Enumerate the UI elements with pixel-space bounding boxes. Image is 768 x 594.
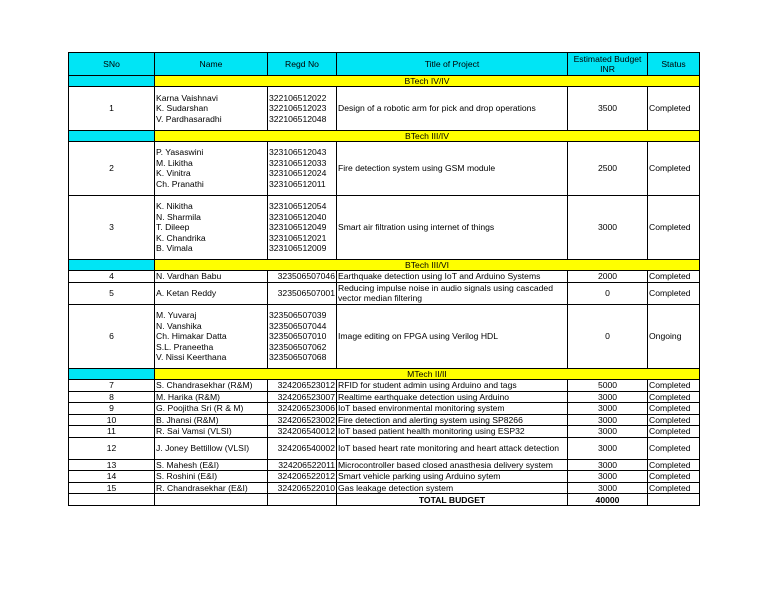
cell-budget: 5000 <box>568 380 648 392</box>
student-name: A. Ketan Reddy <box>156 287 217 298</box>
cell-status: Completed <box>648 414 700 426</box>
student-name: M. Likitha <box>156 157 193 168</box>
regd-number: 323506507044 <box>269 320 327 331</box>
regd-number: 323106512043 <box>269 147 327 157</box>
student-name: S. Chandrasekhar (R&M) <box>156 380 253 390</box>
regd-number: 324206522011 <box>278 459 335 470</box>
table-row <box>69 391 700 403</box>
cell-names <box>155 482 268 494</box>
cell-sno: 3 <box>69 195 155 260</box>
regd-number: 324206522010 <box>277 482 335 493</box>
cell-sno: 4 <box>69 271 155 283</box>
cell-title: Smart vehicle parking using Arduino sytem <box>337 471 568 483</box>
student-name: V. Pardhasaradhi <box>156 113 222 124</box>
student-name: R. Chandrasekhar (E&I) <box>156 482 248 493</box>
cell-title: Design of a robotic arm for pick and drop operations <box>337 87 568 131</box>
cell-budget: 3000 <box>568 391 648 403</box>
cell-names <box>155 380 268 392</box>
cell-budget: 3000 <box>568 195 648 260</box>
total-blank <box>155 494 268 506</box>
regd-number: 323106512033 <box>269 157 327 168</box>
cell-title: Earthquake detection using IoT and Arduino Systems <box>337 271 568 283</box>
regd-number: 322106512022 <box>269 92 327 103</box>
cell-status: Completed <box>648 282 700 304</box>
cell-sno: 12 <box>69 437 155 459</box>
student-name: R. Sai Vamsi (VLSI) <box>156 426 232 436</box>
cell-regd <box>268 195 337 260</box>
regd-number: 322106512048 <box>269 113 327 124</box>
section-blank-cell <box>69 260 155 271</box>
total-blank <box>69 494 155 506</box>
regd-number: 324206523006 <box>277 403 335 413</box>
table-row <box>69 471 700 483</box>
header-title: Title of Project <box>337 53 568 76</box>
student-name: Ch. Himakar Datta <box>156 331 227 341</box>
student-name: V. Nissi Keerthana <box>156 352 227 362</box>
header-name: Name <box>155 53 268 76</box>
cell-regd <box>268 403 337 415</box>
cell-status: Completed <box>648 437 700 459</box>
student-name: N. Vardhan Babu <box>156 271 222 281</box>
cell-status: Completed <box>648 426 700 438</box>
cell-title: Smart air filtration using internet of things <box>337 195 568 260</box>
cell-sno: 1 <box>69 87 155 131</box>
cell-names <box>155 459 268 471</box>
cell-names <box>155 304 268 369</box>
cell-status: Completed <box>648 391 700 403</box>
cell-status: Ongoing <box>648 304 700 369</box>
table-row <box>69 304 700 369</box>
student-name: K. Chandrika <box>156 232 206 243</box>
section-row <box>69 369 700 380</box>
total-blank <box>648 494 700 506</box>
table-row <box>69 459 700 471</box>
cell-regd <box>268 380 337 392</box>
cell-budget: 3000 <box>568 414 648 426</box>
cell-status: Completed <box>648 380 700 392</box>
student-name: S.L. Praneetha <box>156 341 214 352</box>
student-name: S. Mahesh (E&I) <box>156 459 220 470</box>
table-row <box>69 141 700 195</box>
section-blank-cell <box>69 369 155 380</box>
regd-number: 323506507010 <box>269 331 327 341</box>
table-row <box>69 426 700 438</box>
regd-number: 323106512049 <box>269 222 327 232</box>
student-name: K. Vinitra <box>156 168 191 178</box>
cell-budget: 3000 <box>568 482 648 494</box>
cell-status: Completed <box>648 482 700 494</box>
section-blank-cell <box>69 76 155 87</box>
cell-sno: 8 <box>69 391 155 403</box>
cell-sno: 14 <box>69 471 155 483</box>
cell-title: Reducing impulse noise in audio signals using cascaded vector median filtering <box>337 282 568 304</box>
cell-names <box>155 471 268 483</box>
section-row <box>69 76 700 87</box>
regd-number: 323106512054 <box>269 201 327 211</box>
table-row <box>69 282 700 304</box>
cell-sno: 5 <box>69 282 155 304</box>
cell-budget: 3000 <box>568 403 648 415</box>
cell-sno: 13 <box>69 459 155 471</box>
project-budget-table <box>68 52 700 506</box>
cell-names <box>155 403 268 415</box>
cell-budget: 3000 <box>568 471 648 483</box>
table-row <box>69 414 700 426</box>
cell-status: Completed <box>648 195 700 260</box>
cell-budget: 3000 <box>568 459 648 471</box>
section-row <box>69 130 700 141</box>
cell-sno: 10 <box>69 414 155 426</box>
cell-sno: 11 <box>69 426 155 438</box>
total-value: 40000 <box>568 494 648 506</box>
cell-names <box>155 141 268 195</box>
cell-sno: 7 <box>69 380 155 392</box>
section-label: BTech IV/IV <box>155 76 700 87</box>
cell-title: Fire detection and alerting system using SP8266 <box>337 414 568 426</box>
student-name: K. Nikitha <box>156 201 193 211</box>
header-row <box>69 53 700 76</box>
cell-sno: 6 <box>69 304 155 369</box>
student-name: N. Vanshika <box>156 320 202 331</box>
cell-budget: 0 <box>568 304 648 369</box>
table-body <box>69 76 700 506</box>
regd-number: 324206522012 <box>277 471 335 481</box>
cell-regd <box>268 271 337 283</box>
section-blank-cell <box>69 130 155 141</box>
cell-sno: 15 <box>69 482 155 494</box>
cell-title: IoT based heart rate monitoring and heart attack detection <box>337 437 568 459</box>
student-name: J. Joney Bettillow (VLSI) <box>156 442 250 453</box>
total-blank <box>268 494 337 506</box>
section-label: BTech III/VI <box>155 260 700 271</box>
cell-regd <box>268 437 337 459</box>
cell-title: Fire detection system using GSM module <box>337 141 568 195</box>
cell-names <box>155 271 268 283</box>
cell-regd <box>268 304 337 369</box>
table-row <box>69 403 700 415</box>
student-name: S. Roshini (E&I) <box>156 471 218 481</box>
cell-names <box>155 426 268 438</box>
regd-number: 323106512040 <box>269 211 327 222</box>
table-row <box>69 87 700 131</box>
regd-number: 323506507046 <box>277 271 335 281</box>
regd-number: 323106512024 <box>269 168 327 178</box>
table-row <box>69 380 700 392</box>
cell-regd <box>268 141 337 195</box>
section-row <box>69 260 700 271</box>
cell-status: Completed <box>648 459 700 471</box>
student-name: N. Sharmila <box>156 211 201 222</box>
cell-regd <box>268 391 337 403</box>
cell-names <box>155 87 268 131</box>
cell-regd <box>268 426 337 438</box>
cell-title: Microcontroller based closed anasthesia delivery system <box>337 459 568 471</box>
table-row <box>69 437 700 459</box>
regd-number: 324206523012 <box>277 380 335 390</box>
total-label: TOTAL BUDGET <box>337 494 568 506</box>
header-budget: Estimated Budget INR <box>568 53 648 76</box>
regd-number: 323506507062 <box>269 341 327 352</box>
regd-number: 323506507039 <box>269 310 327 320</box>
cell-names <box>155 195 268 260</box>
student-name: P. Yasaswini <box>156 147 204 157</box>
cell-budget: 3500 <box>568 87 648 131</box>
regd-number: 323106512021 <box>269 232 327 243</box>
cell-budget: 3000 <box>568 426 648 438</box>
cell-regd <box>268 459 337 471</box>
cell-budget: 0 <box>568 282 648 304</box>
cell-budget: 2000 <box>568 271 648 283</box>
cell-title: IoT based environmental monitoring system <box>337 403 568 415</box>
cell-title: IoT based patient health monitoring using ESP32 <box>337 426 568 438</box>
cell-names <box>155 282 268 304</box>
cell-title: Realtime earthquake detection using Arduino <box>337 391 568 403</box>
cell-sno: 2 <box>69 141 155 195</box>
cell-status: Completed <box>648 141 700 195</box>
total-row <box>69 494 700 506</box>
regd-number: 324206523002 <box>277 414 335 425</box>
table-row <box>69 271 700 283</box>
student-name: M. Harika (R&M) <box>156 391 220 402</box>
cell-names <box>155 414 268 426</box>
cell-budget: 3000 <box>568 437 648 459</box>
regd-number: 322106512023 <box>269 103 327 113</box>
cell-names <box>155 437 268 459</box>
cell-regd <box>268 87 337 131</box>
cell-status: Completed <box>648 271 700 283</box>
student-name: Karna Vaishnavi <box>156 92 218 103</box>
student-name: T. Dileep <box>156 222 190 232</box>
student-name: B. Vimala <box>156 243 193 253</box>
regd-number: 323106512009 <box>269 243 327 253</box>
cell-status: Completed <box>648 471 700 483</box>
regd-number: 323506507068 <box>269 352 327 362</box>
cell-regd <box>268 471 337 483</box>
header-sno: SNo <box>69 53 155 76</box>
cell-status: Completed <box>648 87 700 131</box>
cell-title: RFID for student admin using Arduino and tags <box>337 380 568 392</box>
cell-sno: 9 <box>69 403 155 415</box>
student-name: G. Poojitha Sri (R & M) <box>156 403 244 413</box>
section-label: MTech II/II <box>155 369 700 380</box>
regd-number: 324206523007 <box>277 391 335 402</box>
regd-number: 324206540002 <box>277 442 335 453</box>
regd-number: 323506507001 <box>277 287 335 298</box>
section-label: BTech III/IV <box>155 130 700 141</box>
header-regd-no: Regd No <box>268 53 337 76</box>
regd-number: 324206540012 <box>277 426 335 436</box>
cell-status: Completed <box>648 403 700 415</box>
regd-number: 323106512011 <box>269 178 326 189</box>
cell-regd <box>268 282 337 304</box>
cell-title: Image editing on FPGA using Verilog HDL <box>337 304 568 369</box>
header-status: Status <box>648 53 700 76</box>
cell-regd <box>268 482 337 494</box>
student-name: M. Yuvaraj <box>156 310 197 320</box>
student-name: K. Sudarshan <box>156 103 209 113</box>
cell-regd <box>268 414 337 426</box>
cell-names <box>155 391 268 403</box>
table-row <box>69 195 700 260</box>
student-name: B. Jhansi (R&M) <box>156 414 219 425</box>
cell-budget: 2500 <box>568 141 648 195</box>
table-row <box>69 482 700 494</box>
cell-title: Gas leakage detection system <box>337 482 568 494</box>
student-name: Ch. Pranathi <box>156 178 204 189</box>
